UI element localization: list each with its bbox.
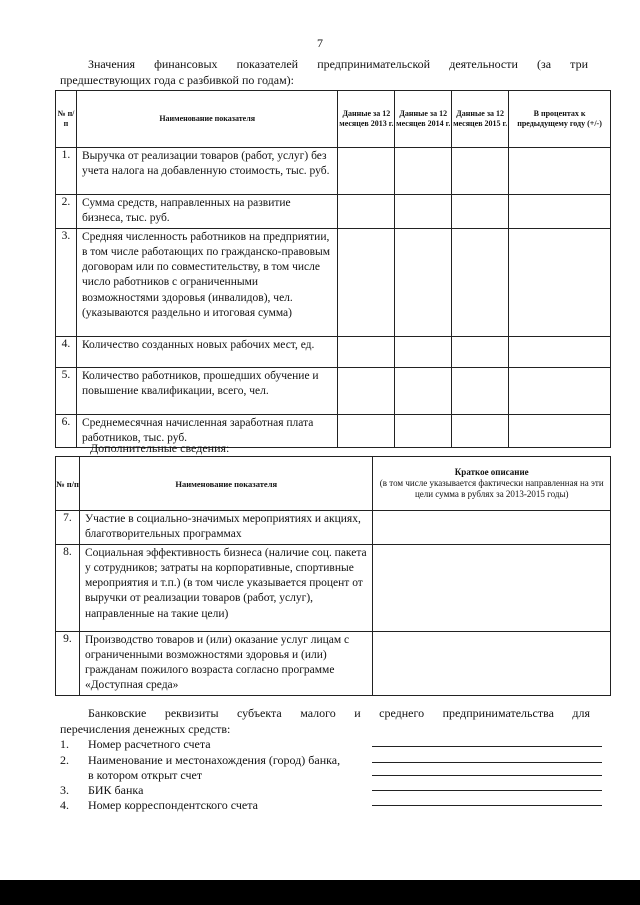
field-label: Номер корреспондентского счета <box>88 798 258 812</box>
field-number: 1. <box>60 737 69 751</box>
bank-field-bank-name <box>60 753 605 768</box>
intro-line-1: Значения финансовых показателей предпринимательской деятельности (за три <box>88 57 588 71</box>
indicator-name: Средняя численность работников на предприятии, в том числе работающих по гражданско-правовым договорам или по совместительству, в том числе число работников с ограниченными возможностями здоровья (инвалидов), чел. (указываются раздельно и итоговая сумма) <box>76 228 337 336</box>
indicator-name: Количество созданных новых рабочих мест, ед. <box>76 336 337 367</box>
table-row <box>56 336 611 367</box>
row-number: 5. <box>56 367 77 414</box>
table-row <box>56 631 611 695</box>
bank-details-paragraph <box>60 705 590 737</box>
scan-footer-band <box>0 880 640 905</box>
row-number: 1. <box>56 148 77 195</box>
value-2014-cell[interactable] <box>395 228 452 336</box>
additional-info-table <box>55 456 611 696</box>
value-2014-cell[interactable] <box>395 367 452 414</box>
value-2013-cell[interactable] <box>338 414 395 448</box>
col-header-name: Наименование показателя <box>76 91 337 148</box>
additional-info-title: Дополнительные сведения: <box>90 441 230 455</box>
intro-paragraph <box>60 56 588 88</box>
indicator-name: Количество работников, прошедших обучение и повышение квалификации, всего, чел. <box>76 367 337 414</box>
value-2013-cell[interactable] <box>338 336 395 367</box>
field-label: Наименование и местонахождения (город) банка, <box>88 753 341 767</box>
col-header-num: № п/п <box>56 457 80 511</box>
bank-field-account <box>60 737 605 752</box>
description-cell[interactable] <box>373 544 611 631</box>
value-2013-cell[interactable] <box>338 228 395 336</box>
percent-cell[interactable] <box>509 228 611 336</box>
fill-line[interactable] <box>372 790 602 791</box>
percent-cell[interactable] <box>509 414 611 448</box>
table-row <box>56 544 611 631</box>
row-number: 4. <box>56 336 77 367</box>
value-2015-cell[interactable] <box>452 414 509 448</box>
value-2014-cell[interactable] <box>395 414 452 448</box>
indicator-name: Выручка от реализации товаров (работ, услуг) без учета налога на добавленную стоимость, тыс. руб. <box>76 148 337 195</box>
col-header-name: Наименование показателя <box>79 457 373 511</box>
value-2014-cell[interactable] <box>395 195 452 229</box>
value-2013-cell[interactable] <box>338 367 395 414</box>
indicator-name: Участие в социально-значимых мероприятиях и акциях, благотворительных программах <box>79 511 373 545</box>
table-header-row <box>56 457 611 511</box>
value-2014-cell[interactable] <box>395 148 452 195</box>
bank-field-correspondent-account <box>60 798 605 813</box>
table-header-row <box>56 91 611 148</box>
bank-field-bik <box>60 783 605 798</box>
value-2015-cell[interactable] <box>452 336 509 367</box>
table-row <box>56 148 611 195</box>
percent-cell[interactable] <box>509 336 611 367</box>
percent-cell[interactable] <box>509 367 611 414</box>
row-number: 2. <box>56 195 77 229</box>
row-number: 9. <box>56 631 80 695</box>
description-cell[interactable] <box>373 631 611 695</box>
bank-field-bank-name-cont <box>60 768 605 783</box>
col-header-2015: Данные за 12 месяцев 2015 г. <box>452 91 509 148</box>
field-number: 2. <box>60 753 69 767</box>
indicator-name: Сумма средств, направленных на развитие бизнеса, тыс. руб. <box>76 195 337 229</box>
col-header-2013: Данные за 12 месяцев 2013 г. <box>338 91 395 148</box>
row-number: 6. <box>56 414 77 448</box>
col-header-description <box>373 457 611 511</box>
table-row <box>56 228 611 336</box>
value-2013-cell[interactable] <box>338 195 395 229</box>
bank-line-2: перечисления денежных средств: <box>60 722 231 736</box>
row-number: 7. <box>56 511 80 545</box>
page-number: 7 <box>317 36 323 50</box>
bank-line-1: Банковские реквизиты субъекта малого и среднего предпринимательства для <box>88 706 590 720</box>
fill-line[interactable] <box>372 746 602 747</box>
indicator-name: Среднемесячная начисленная заработная плата работников, тыс. руб. <box>76 414 337 448</box>
table-row <box>56 511 611 545</box>
description-note: (в том числе указывается фактически направленная на эти цели сумма в рублях за 2013-2015 годы) <box>379 478 604 499</box>
value-2015-cell[interactable] <box>452 367 509 414</box>
value-2015-cell[interactable] <box>452 228 509 336</box>
field-label: Номер расчетного счета <box>88 737 211 751</box>
indicator-name: Социальная эффективность бизнеса (наличие соц. пакета у сотрудников; затраты на корпоративные, спортивные мероприятия и т.п.) (в том числе указывается процент от выручки от реализации товаров (работ, услуг), направленные на такие цели) <box>79 544 373 631</box>
percent-cell[interactable] <box>509 148 611 195</box>
fill-line[interactable] <box>372 805 602 806</box>
financial-indicators-table <box>55 90 611 448</box>
value-2015-cell[interactable] <box>452 195 509 229</box>
fill-line[interactable] <box>372 775 602 776</box>
field-label: БИК банка <box>88 783 144 797</box>
value-2013-cell[interactable] <box>338 148 395 195</box>
col-header-2014: Данные за 12 месяцев 2014 г. <box>395 91 452 148</box>
intro-line-2: предшествующих года с разбивкой по годам): <box>60 73 295 87</box>
field-number: 3. <box>60 783 69 797</box>
col-header-num: № п/п <box>56 91 77 148</box>
table-row <box>56 367 611 414</box>
fill-line[interactable] <box>372 762 602 763</box>
row-number: 8. <box>56 544 80 631</box>
value-2014-cell[interactable] <box>395 336 452 367</box>
indicator-name: Производство товаров и (или) оказание услуг лицам с ограниченными возможностями здоровья и (или) гражданам пожилого возраста согласно программе «Доступная среда» <box>79 631 373 695</box>
description-title: Краткое описание <box>454 467 529 477</box>
percent-cell[interactable] <box>509 195 611 229</box>
description-cell[interactable] <box>373 511 611 545</box>
col-header-percent: В процентах к предыдущему году (+/-) <box>509 91 611 148</box>
field-number: 4. <box>60 798 69 812</box>
field-label: в котором открыт счет <box>88 768 203 782</box>
table-row <box>56 195 611 229</box>
row-number: 3. <box>56 228 77 336</box>
value-2015-cell[interactable] <box>452 148 509 195</box>
